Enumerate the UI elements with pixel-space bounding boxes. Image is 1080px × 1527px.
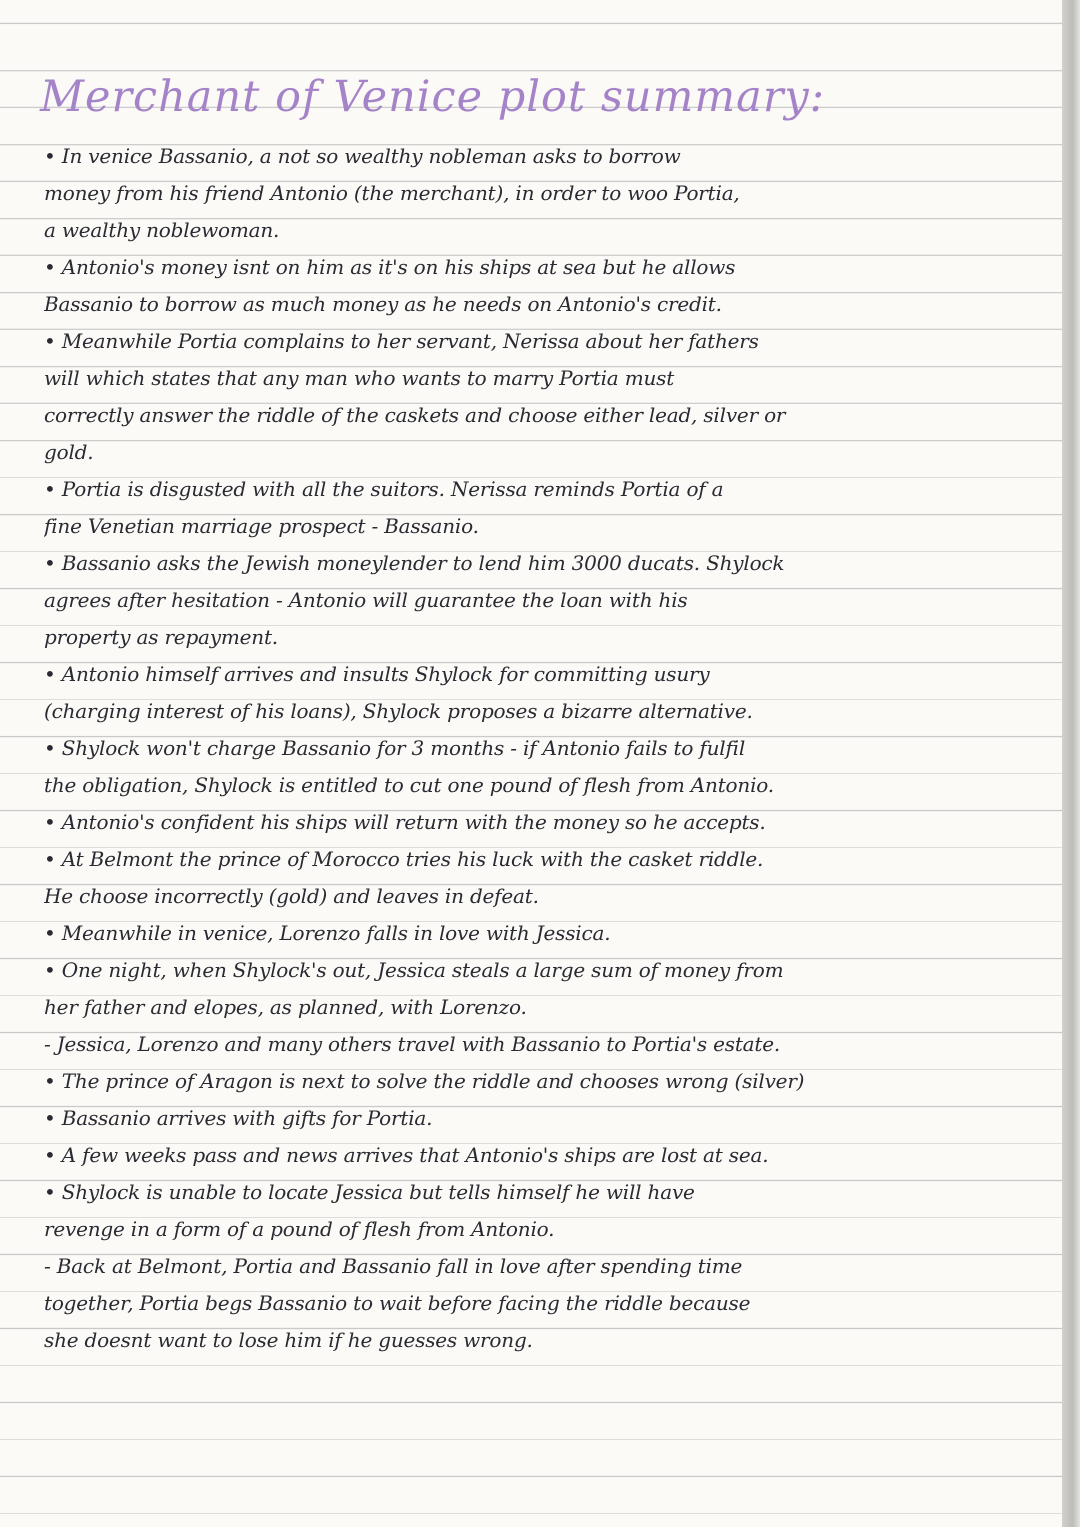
summary-line: • Shylock is unable to locate Jessica but tells himself he will have bbox=[44, 1180, 695, 1204]
summary-line: revenge in a form of a pound of flesh from Antonio. bbox=[44, 1217, 555, 1241]
summary-line: a wealthy noblewoman. bbox=[44, 218, 280, 242]
summary-line: - Jessica, Lorenzo and many others travel with Bassanio to Portia's estate. bbox=[44, 1032, 781, 1056]
summary-line: • Bassanio arrives with gifts for Portia. bbox=[44, 1106, 433, 1130]
summary-line: • Bassanio asks the Jewish moneylender to lend him 3000 ducats. Shylock bbox=[44, 551, 785, 575]
summary-line: • Antonio's confident his ships will return with the money so he accepts. bbox=[44, 810, 766, 834]
summary-line: • Meanwhile in venice, Lorenzo falls in love with Jessica. bbox=[44, 921, 611, 945]
summary-line: she doesnt want to lose him if he guesses wrong. bbox=[44, 1328, 533, 1352]
summary-lines bbox=[44, 138, 1050, 1359]
summary-line: • Portia is disgusted with all the suitors. Nerissa reminds Portia of a bbox=[44, 477, 724, 501]
summary-line: money from his friend Antonio (the merchant), in order to woo Portia, bbox=[44, 181, 740, 205]
summary-line: Bassanio to borrow as much money as he needs on Antonio's credit. bbox=[44, 292, 722, 316]
page-title: Merchant of Venice plot summary: bbox=[40, 72, 826, 122]
summary-line: • Meanwhile Portia complains to her servant, Nerissa about her fathers bbox=[44, 329, 759, 353]
summary-line: gold. bbox=[44, 440, 94, 464]
notebook-binding bbox=[1062, 0, 1080, 1527]
summary-line: agrees after hesitation - Antonio will guarantee the loan with his bbox=[44, 588, 688, 612]
summary-line: • Antonio's money isnt on him as it's on his ships at sea but he allows bbox=[44, 255, 736, 279]
summary-line: the obligation, Shylock is entitled to cut one pound of flesh from Antonio. bbox=[44, 773, 774, 797]
summary-line: • Shylock won't charge Bassanio for 3 months - if Antonio fails to fulfil bbox=[44, 736, 746, 760]
summary-line: her father and elopes, as planned, with Lorenzo. bbox=[44, 995, 527, 1019]
summary-line: property as repayment. bbox=[44, 625, 278, 649]
summary-line: • At Belmont the prince of Morocco tries his luck with the casket riddle. bbox=[44, 847, 764, 871]
summary-line: will which states that any man who wants to marry Portia must bbox=[44, 366, 675, 390]
summary-line: (charging interest of his loans), Shylock proposes a bizarre alternative. bbox=[44, 699, 753, 723]
summary-line: • One night, when Shylock's out, Jessica steals a large sum of money from bbox=[44, 958, 784, 982]
summary-line: • The prince of Aragon is next to solve the riddle and chooses wrong (silver) bbox=[44, 1069, 805, 1093]
summary-line: • Antonio himself arrives and insults Shylock for committing usury bbox=[44, 662, 710, 686]
summary-line: correctly answer the riddle of the caskets and choose either lead, silver or bbox=[44, 403, 786, 427]
summary-line: - Back at Belmont, Portia and Bassanio fall in love after spending time bbox=[44, 1254, 743, 1278]
summary-line: together, Portia begs Bassanio to wait before facing the riddle because bbox=[44, 1291, 751, 1315]
summary-line: • A few weeks pass and news arrives that Antonio's ships are lost at sea. bbox=[44, 1143, 769, 1167]
summary-line: fine Venetian marriage prospect - Bassanio. bbox=[44, 514, 479, 538]
summary-line: • In venice Bassanio, a not so wealthy nobleman asks to borrow bbox=[44, 144, 681, 168]
summary-line: He choose incorrectly (gold) and leaves in defeat. bbox=[44, 884, 539, 908]
